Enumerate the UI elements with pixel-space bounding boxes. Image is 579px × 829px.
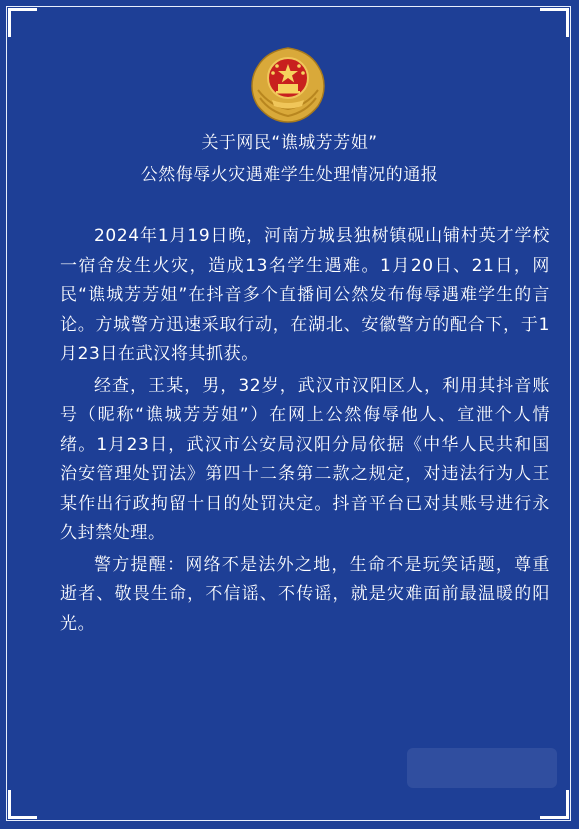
- watermark-icon: [405, 738, 565, 800]
- paragraph-investigation: 经查，王某，男，32岁，武汉市汉阳区人，利用其抖音账号（昵称“谯城芳芳姐”）在网上公然侮辱他人、宣泄个人情绪。1月23日，武汉市公安局汉阳分局依据《中华人民共和国治安管理处罚法》第四十二条第二款之规定，对违法行为人王某作出行政拘留十日的处罚决定。抖音平台已对其账号进行永久封禁处理。: [60, 375, 550, 543]
- frame-corner: [8, 8, 37, 37]
- notice-body: [60, 222, 550, 641]
- frame-corner: [540, 8, 569, 37]
- paragraph-incident: 2024年1月19日晚，河南方城县独树镇砚山铺村英才学校一宿舍发生火灾，造成13名学生遇难。1月20日、21日，网民“谯城芳芳姐”在抖音多个直播间公然发布侮辱遇难学生的言论。方城警方迅速采取行动，在湖北、安徽警方的配合下，于1月23日在武汉将其抓获。: [60, 226, 550, 364]
- notice-title-line1: 关于网民“谯城芳芳姐”: [201, 133, 378, 153]
- notice-title-line2: 公然侮辱火灾遇难学生处理情况的通报: [140, 165, 439, 185]
- watermark: [405, 738, 565, 800]
- paragraph-reminder: 警方提醒：网络不是法外之地，生命不是玩笑话题，尊重逝者、敬畏生命，不信谣、不传谣，就是灾难面前最温暖的阳光。: [60, 554, 550, 634]
- frame-corner: [8, 790, 37, 819]
- police-emblem-icon: [246, 46, 330, 124]
